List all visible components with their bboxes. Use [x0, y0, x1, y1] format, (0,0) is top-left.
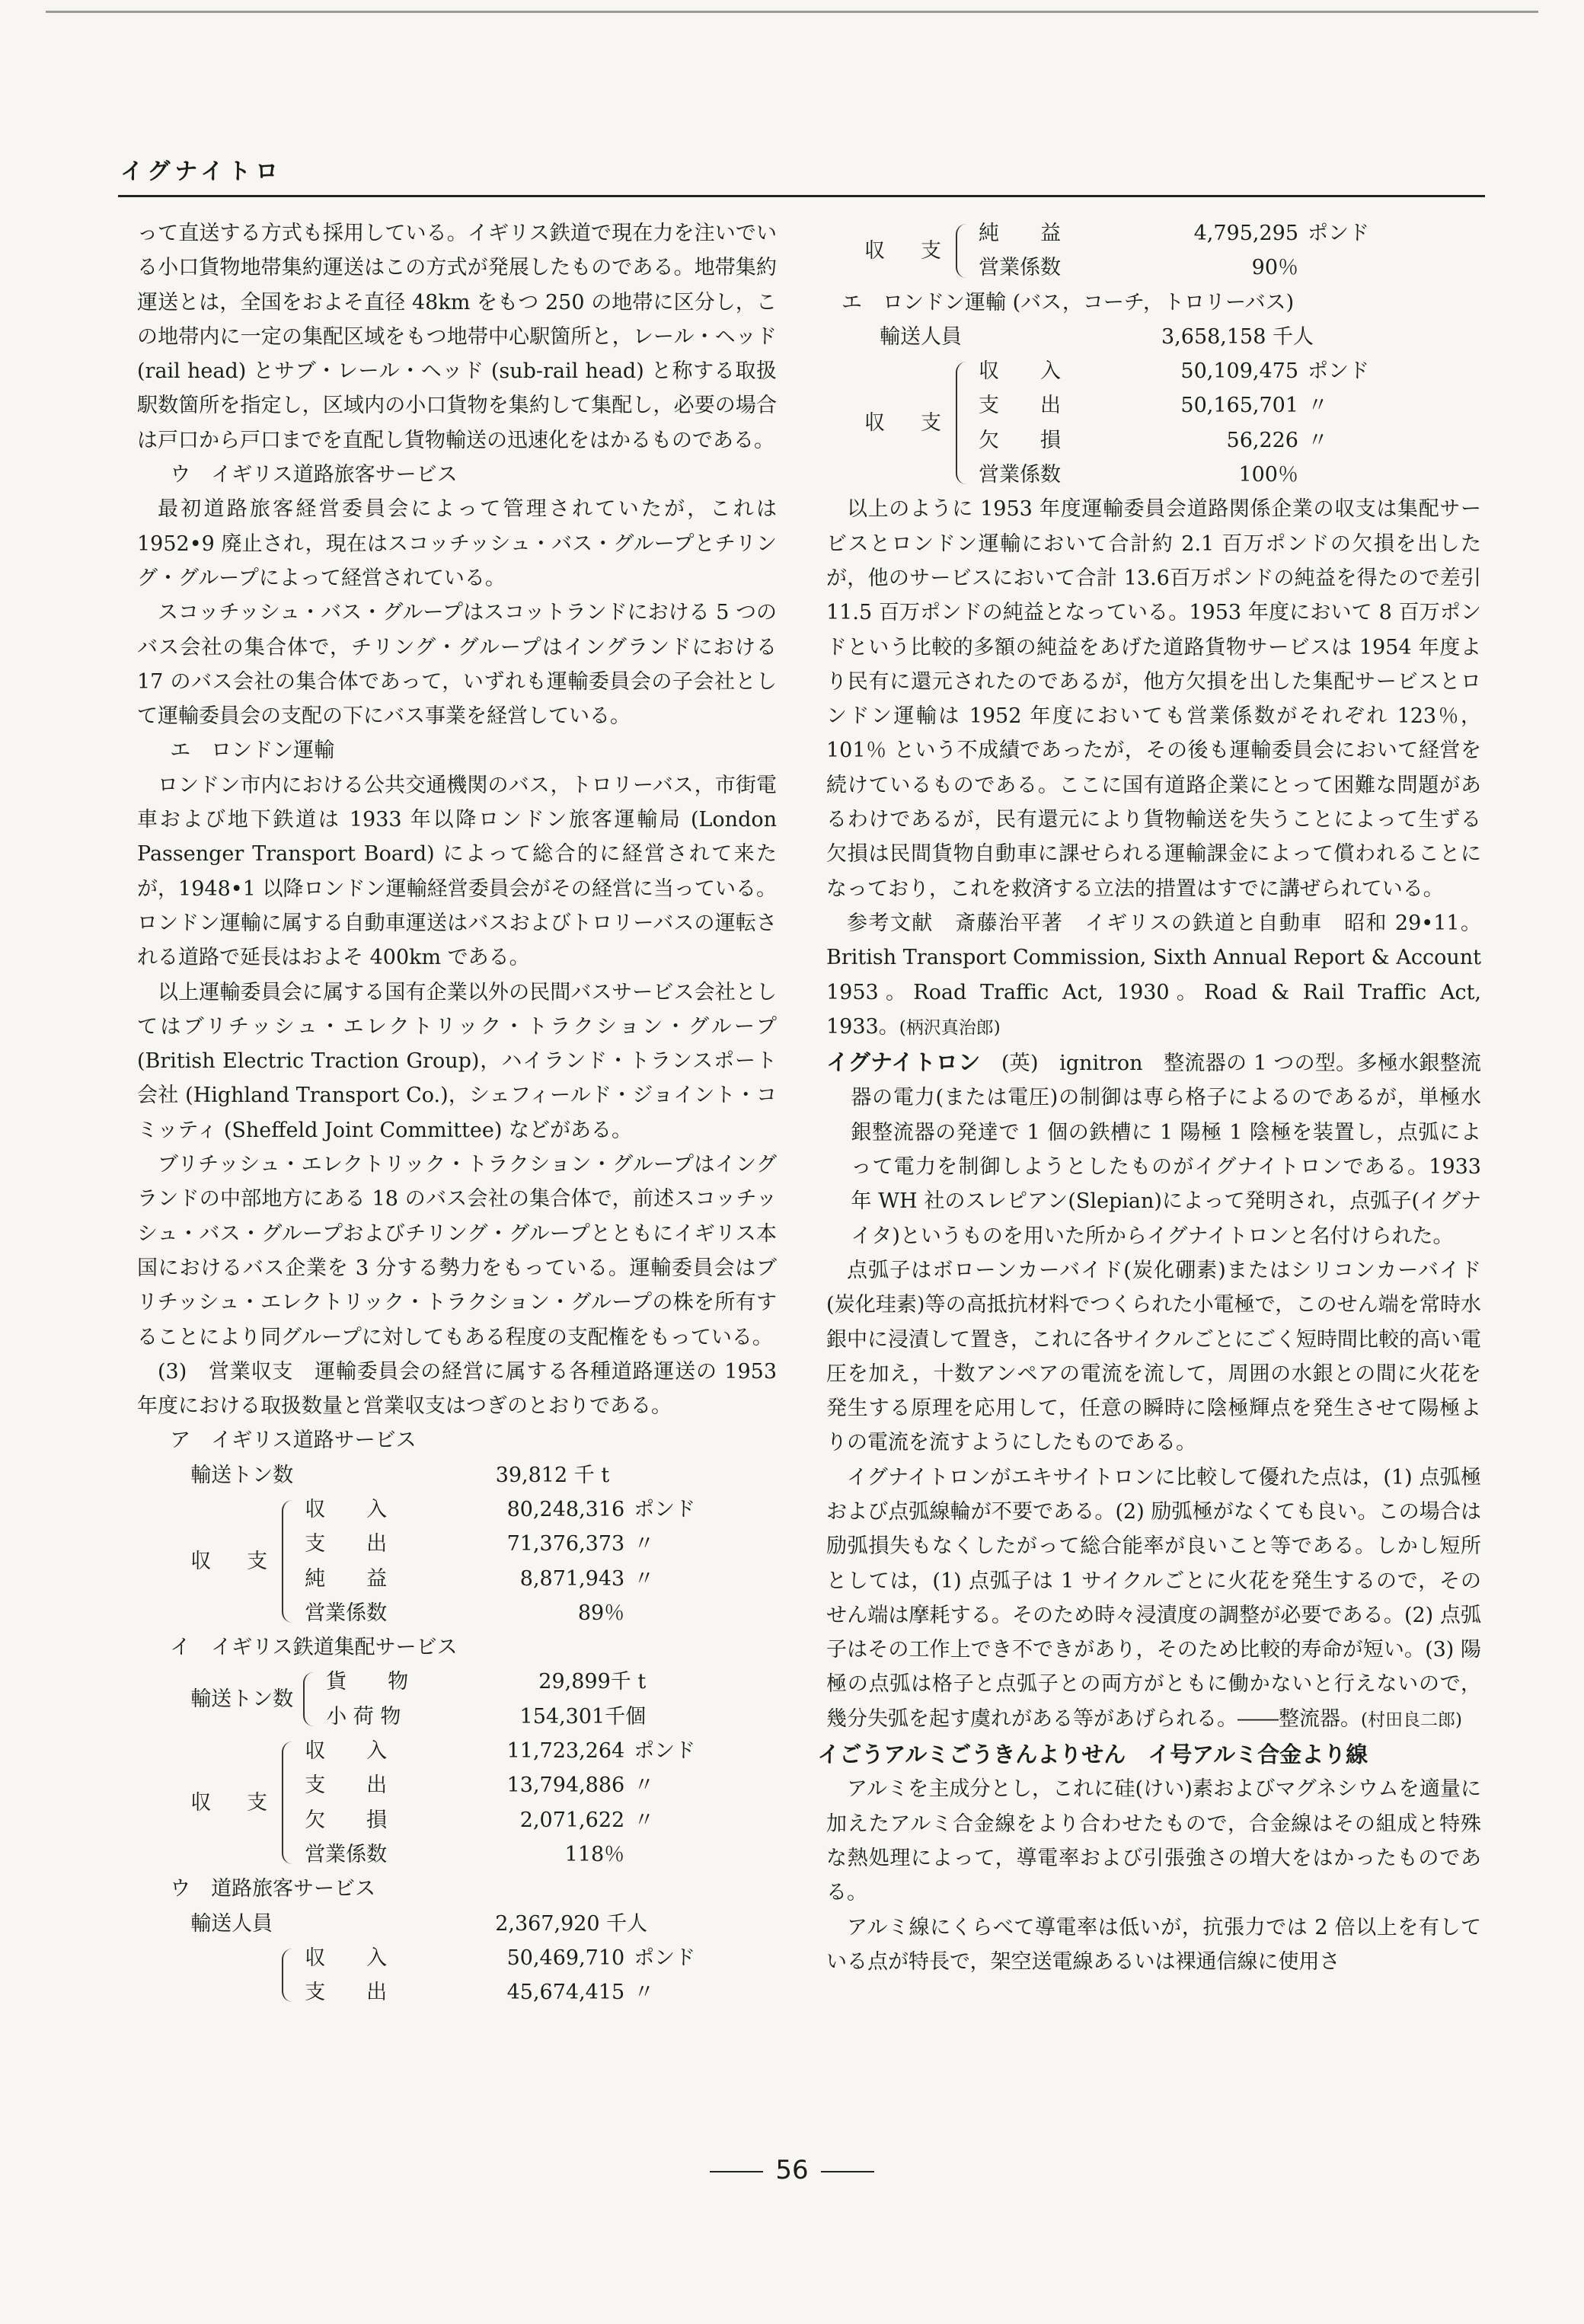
- brace: [282, 1741, 300, 1864]
- row-value: 56,226: [1226, 428, 1298, 452]
- brace: [282, 1500, 300, 1623]
- row-value: 39,812 千 t: [495, 1463, 610, 1487]
- references: [826, 906, 1481, 1045]
- paragraph: (3) 営業収支 運輸委員会の経営に属する各種道路運送の 1953 年度における取扱数量と営業収支はつぎのとおりである。: [137, 1359, 777, 1419]
- row-unit: 〃: [1308, 394, 1328, 418]
- table-row: [137, 1907, 777, 1941]
- table-row: [137, 1458, 777, 1492]
- income-expense-group: [826, 216, 1481, 286]
- running-header: イグナイトロ: [120, 158, 283, 185]
- row-label: 支 出: [979, 394, 1061, 418]
- income-expense-group: [826, 354, 1481, 492]
- row-value: 154,301千個: [519, 1704, 647, 1729]
- section-heading: エ ロンドン運輸: [170, 739, 335, 763]
- row-unit: 〃: [634, 1808, 655, 1832]
- paragraph-text: イグナイトロンがエキサイトロンに比較して優れた点は，(1) 点弧極および点弧線輪が不要である。(2) 励弧極がなくても良い。この場合は励弧損失もなくしたがって総合能率が良いこと等である。しかし短所としては，(1) 点弧子は 1 サイクルごとに火花を発生するので，そのせん端は摩耗する。そのため時々浸漬度の調整が必要である。(2) 点弧子はその工作上でき不できがあり，そのため比較的寿命が短い。(3) 陽極の点弧は格子と点弧子との両方がともに働かないと行えないので，幾分失弧を起す虞れがある等があげられる。――整流器。: [826, 1465, 1481, 1731]
- paragraph: 以上運輸委員会に属する国有企業以外の民間バスサービス会社としてはブリチッシュ・エレクトリック・トラクション・グループ (British Electric Traction Group)，ハイランド・トランスポート会社 (Highland Transport Co.)，シェフィールド・ジョイント・コミッティ (Sheffeld Joint Committee) などがある。: [137, 980, 777, 1142]
- paragraph: スコッチッシュ・バス・グループはスコットランドにおける 5 つのバス会社の集合体で，チリング・グループはイングランドにおける 17 のバス会社の集合体であって，いずれも運輸委員会の子会社として運輸委員会の支配の下にバス事業を経営している。: [137, 601, 777, 729]
- table-heading: エ ロンドン運輸 (バス，コーチ，トロリーバス): [842, 290, 1295, 314]
- row-label: 営業係数: [305, 1842, 388, 1866]
- row-unit: ポンド: [634, 1739, 696, 1764]
- left-column: [137, 216, 777, 2010]
- row-value: 50,165,701: [1180, 394, 1298, 418]
- row-value: 90％: [1251, 256, 1298, 280]
- row-value: 80,248,316: [506, 1497, 625, 1521]
- row-label: 貨 物: [326, 1670, 409, 1694]
- top-scan-rule: [46, 11, 1538, 13]
- references-text: 参考文献 斎藤治平著 イギリスの鉄道と自動車 昭和 29•11。British Transport Commission, Sixth Annual Report & Account 1953。Road Traffic Act, 1930。Road & Rail Traffic Act, 1933。: [826, 911, 1481, 1039]
- row-value: 50,109,475: [1180, 359, 1298, 384]
- row-label: 営業係数: [979, 463, 1061, 487]
- group-label: 収 支: [864, 411, 949, 436]
- row-value: 3,658,158 千人: [1161, 324, 1314, 349]
- paragraph: アルミ線にくらべて導電率は低いが，抗張力では 2 倍以上を有している点が特長で，架空送電線あるいは裸通信線に使用さ: [826, 1915, 1481, 1974]
- row-unit: 〃: [634, 1981, 655, 2005]
- row-value: 4,795,295: [1193, 222, 1298, 245]
- row-label: 純 益: [979, 222, 1061, 245]
- paragraph: ロンドン市内における公共交通機関のバス，トロリーバス，市街電車および地下鉄道は 1933 年以降ロンドン旅客運輸局 (London Passenger Transport Board) によって総合的に経営されて来たが，1948•1 以降ロンドン運輸経営委員会がその経営に当っている。ロンドン運輸に属する自動車運送はバスおよびトロリーバスの運転される道路で延長はおよそ 400km である。: [137, 773, 777, 970]
- page-number-text: 56: [775, 2155, 809, 2185]
- row-value: 8,871,943: [519, 1566, 625, 1591]
- right-column: [817, 216, 1482, 1979]
- entry-headword: イごうアルミごうきんよりせん イ号アルミ合金より線: [817, 1741, 1368, 1768]
- paragraph: アルミを主成分とし，これに硅(けい)素およびマグネシウムを適量に加えたアルミ合金線をより合わせたもので，合金線はその組成と特殊な熱処理によって，導電率および引張強さの増大をはかったものである。: [826, 1777, 1481, 1905]
- row-label: 収 入: [305, 1497, 388, 1521]
- row-unit: 〃: [1308, 428, 1328, 452]
- row-label: 輸送人員: [190, 1911, 273, 1936]
- entry-ignitron: [826, 1045, 1481, 1253]
- group-label: 収 支: [190, 1791, 276, 1815]
- row-value: 2,367,920 千人: [495, 1911, 648, 1936]
- group-label: 収 支: [864, 238, 949, 263]
- folio-dash: [821, 2171, 874, 2172]
- row-label: 収 入: [979, 359, 1061, 384]
- paragraph: [826, 1460, 1481, 1738]
- row-unit: 〃: [634, 1566, 655, 1591]
- row-label: 小 荷 物: [326, 1704, 401, 1729]
- brace: [303, 1672, 321, 1726]
- page-number: [0, 2155, 1584, 2185]
- row-unit: ポンド: [634, 1497, 696, 1521]
- row-label: 支 出: [305, 1773, 388, 1798]
- row-label: 営業係数: [979, 256, 1061, 280]
- table-heading: ウ 道路旅客サービス: [170, 1877, 376, 1901]
- table-row: [826, 320, 1481, 354]
- brace: [282, 1949, 300, 2003]
- author-signature: (柄沢真治郎): [899, 1017, 1001, 1038]
- table-heading: ア イギリス道路サービス: [170, 1429, 417, 1453]
- paragraph: ブリチッシュ・エレクトリック・トラクション・グループはイングランドの中部地方にある 18 のバス会社の集合体で，前述スコッチッシュ・バス・グループおよびチリング・グループとともにイギリス本国におけるバス企業を 3 分する勢力をもっている。運輸委員会はブリチッシュ・エレクトリック・トラクション・グループの株を所有することにより同グループに対してもある程度の支配権をもっている。: [137, 1153, 777, 1349]
- row-label: 欠 損: [305, 1808, 388, 1832]
- table-heading: イ イギリス鉄道集配サービス: [170, 1636, 458, 1660]
- row-label: 欠 損: [979, 428, 1061, 452]
- row-label: 輸送人員: [880, 324, 962, 349]
- row-label: 収 入: [305, 1739, 388, 1764]
- paragraph: 最初道路旅客経営委員会によって管理されていたが，これは 1952•9 廃止され，現在はスコッチッシュ・バス・グループとチリング・グループによって経営されている。: [137, 497, 777, 590]
- paragraph: って直送する方式も採用している。イギリス鉄道で現在力を注いでいる小口貨物地帯集約運送はこの方式が発展したものである。地帯集約運送とは，全国をおよそ直径 48km をもつ 250 の地帯に区分し，この地帯内に一定の集配区域をもつ地帯中心駅箇所と，レール・ヘッド (rail head) とサブ・レール・ヘッド (sub-rail head) と称する取扱駅数箇所を指定し，区域内の小口貨物を集約して集配し，必要の場合は戸口から戸口までを直配し貨物輸送の迅速化をはかるものである。: [137, 222, 777, 452]
- income-expense-group: [137, 1492, 777, 1630]
- paragraph: 以上のように 1953 年度運輸委員会道路関係企業の収支は集配サービスとロンドン運輸において合計約 2.1 百万ポンドの欠損を出したが，他のサービスにおいて合計 13.6百万ポンドの純益を得たので差引 11.5 百万ポンドの純益となっている。1953 年度において 8 百万ポンドという比較的多額の純益をあげた道路貨物サービスは 1954 年度より民有に還元されたのであるが，他方欠損を出した集配サービスとロンドン運輸は 1952 年度においても営業係数がそれぞれ 123％，101％ という不成績であったが，その後も運輸委員会において経営を続けているものである。ここに国有道路企業にとって困難な問題があるわけであるが，民有還元により貨物輸送を失うことによって生ずる欠損は民間貨物自動車に課せられる運輸課金によって償われることになっており，これを救済する立法的措置はすでに講ぜられている。: [826, 497, 1481, 901]
- income-expense-group: [137, 1734, 777, 1872]
- row-unit: ポンド: [1308, 359, 1369, 384]
- row-value: 71,376,373: [506, 1532, 625, 1556]
- row-unit: ポンド: [634, 1946, 696, 1970]
- section-heading: ウ イギリス道路旅客サービス: [170, 463, 458, 487]
- row-unit: 〃: [634, 1532, 655, 1556]
- paragraph: 点弧子はボローンカーバイド(炭化硼素)またはシリコンカーバイド(炭化珪素)等の高抵抗材料でつくられた小電極で，このせん端を常時水銀中に浸漬して置き，これに各サイクルごとにごく短時間比較的高い電圧を加え，十数アンペアの電流を流して，周囲の水銀との間に火花を発生する原理を応用して，任意の瞬時に陰極輝点を発生させて陽極よりの電流を流すようにしたものである。: [826, 1258, 1481, 1455]
- row-label: 営業係数: [305, 1601, 388, 1625]
- row-value: 45,674,415: [506, 1981, 625, 2005]
- folio-dash: [710, 2171, 763, 2172]
- row-value: 13,794,886: [506, 1773, 625, 1798]
- entry-body: (英) ignitron 整流器の 1 つの型。多極水銀整流器の電力(または電圧)の制御は専ら格子によるのであるが，単極水銀整流器の発達で 1 個の鉄槽に 1 陽極 1 陰極を装置し，点弧によって電力を制御しようとしたものがイグナイトロンである。1933 年 WH 社のスレピアン(Slepian)によって発明され，点弧子(イグナイタ)というものを用いた所からイグナイトロンと名付けられた。: [851, 1052, 1482, 1248]
- author-signature: (村田良二郎): [1361, 1709, 1462, 1730]
- group-label: 収 支: [190, 1549, 276, 1573]
- row-value: 118％: [564, 1842, 625, 1866]
- header-rule: [118, 195, 1485, 197]
- entry-headword: イグナイトロン: [826, 1049, 981, 1076]
- income-expense-group: [137, 1941, 777, 2010]
- row-value: 50,469,710: [506, 1946, 625, 1970]
- row-label: 純 益: [305, 1566, 388, 1591]
- row-label: 輸送トン数: [190, 1463, 294, 1487]
- row-label: 収 入: [305, 1946, 388, 1970]
- row-value: 11,723,264: [506, 1739, 625, 1764]
- brace: [956, 224, 974, 278]
- row-value: 100％: [1238, 463, 1298, 487]
- row-unit: 〃: [634, 1773, 655, 1798]
- row-unit: ポンド: [1308, 222, 1369, 245]
- row-value: 89％: [577, 1601, 625, 1625]
- transport-group: [137, 1665, 777, 1734]
- group-label: 輸送トン数: [190, 1687, 294, 1712]
- row-value: 29,899千 t: [538, 1670, 647, 1694]
- row-value: 2,071,622: [519, 1808, 625, 1832]
- row-label: 支 出: [305, 1981, 388, 2005]
- row-label: 支 出: [305, 1532, 388, 1556]
- brace: [956, 362, 974, 484]
